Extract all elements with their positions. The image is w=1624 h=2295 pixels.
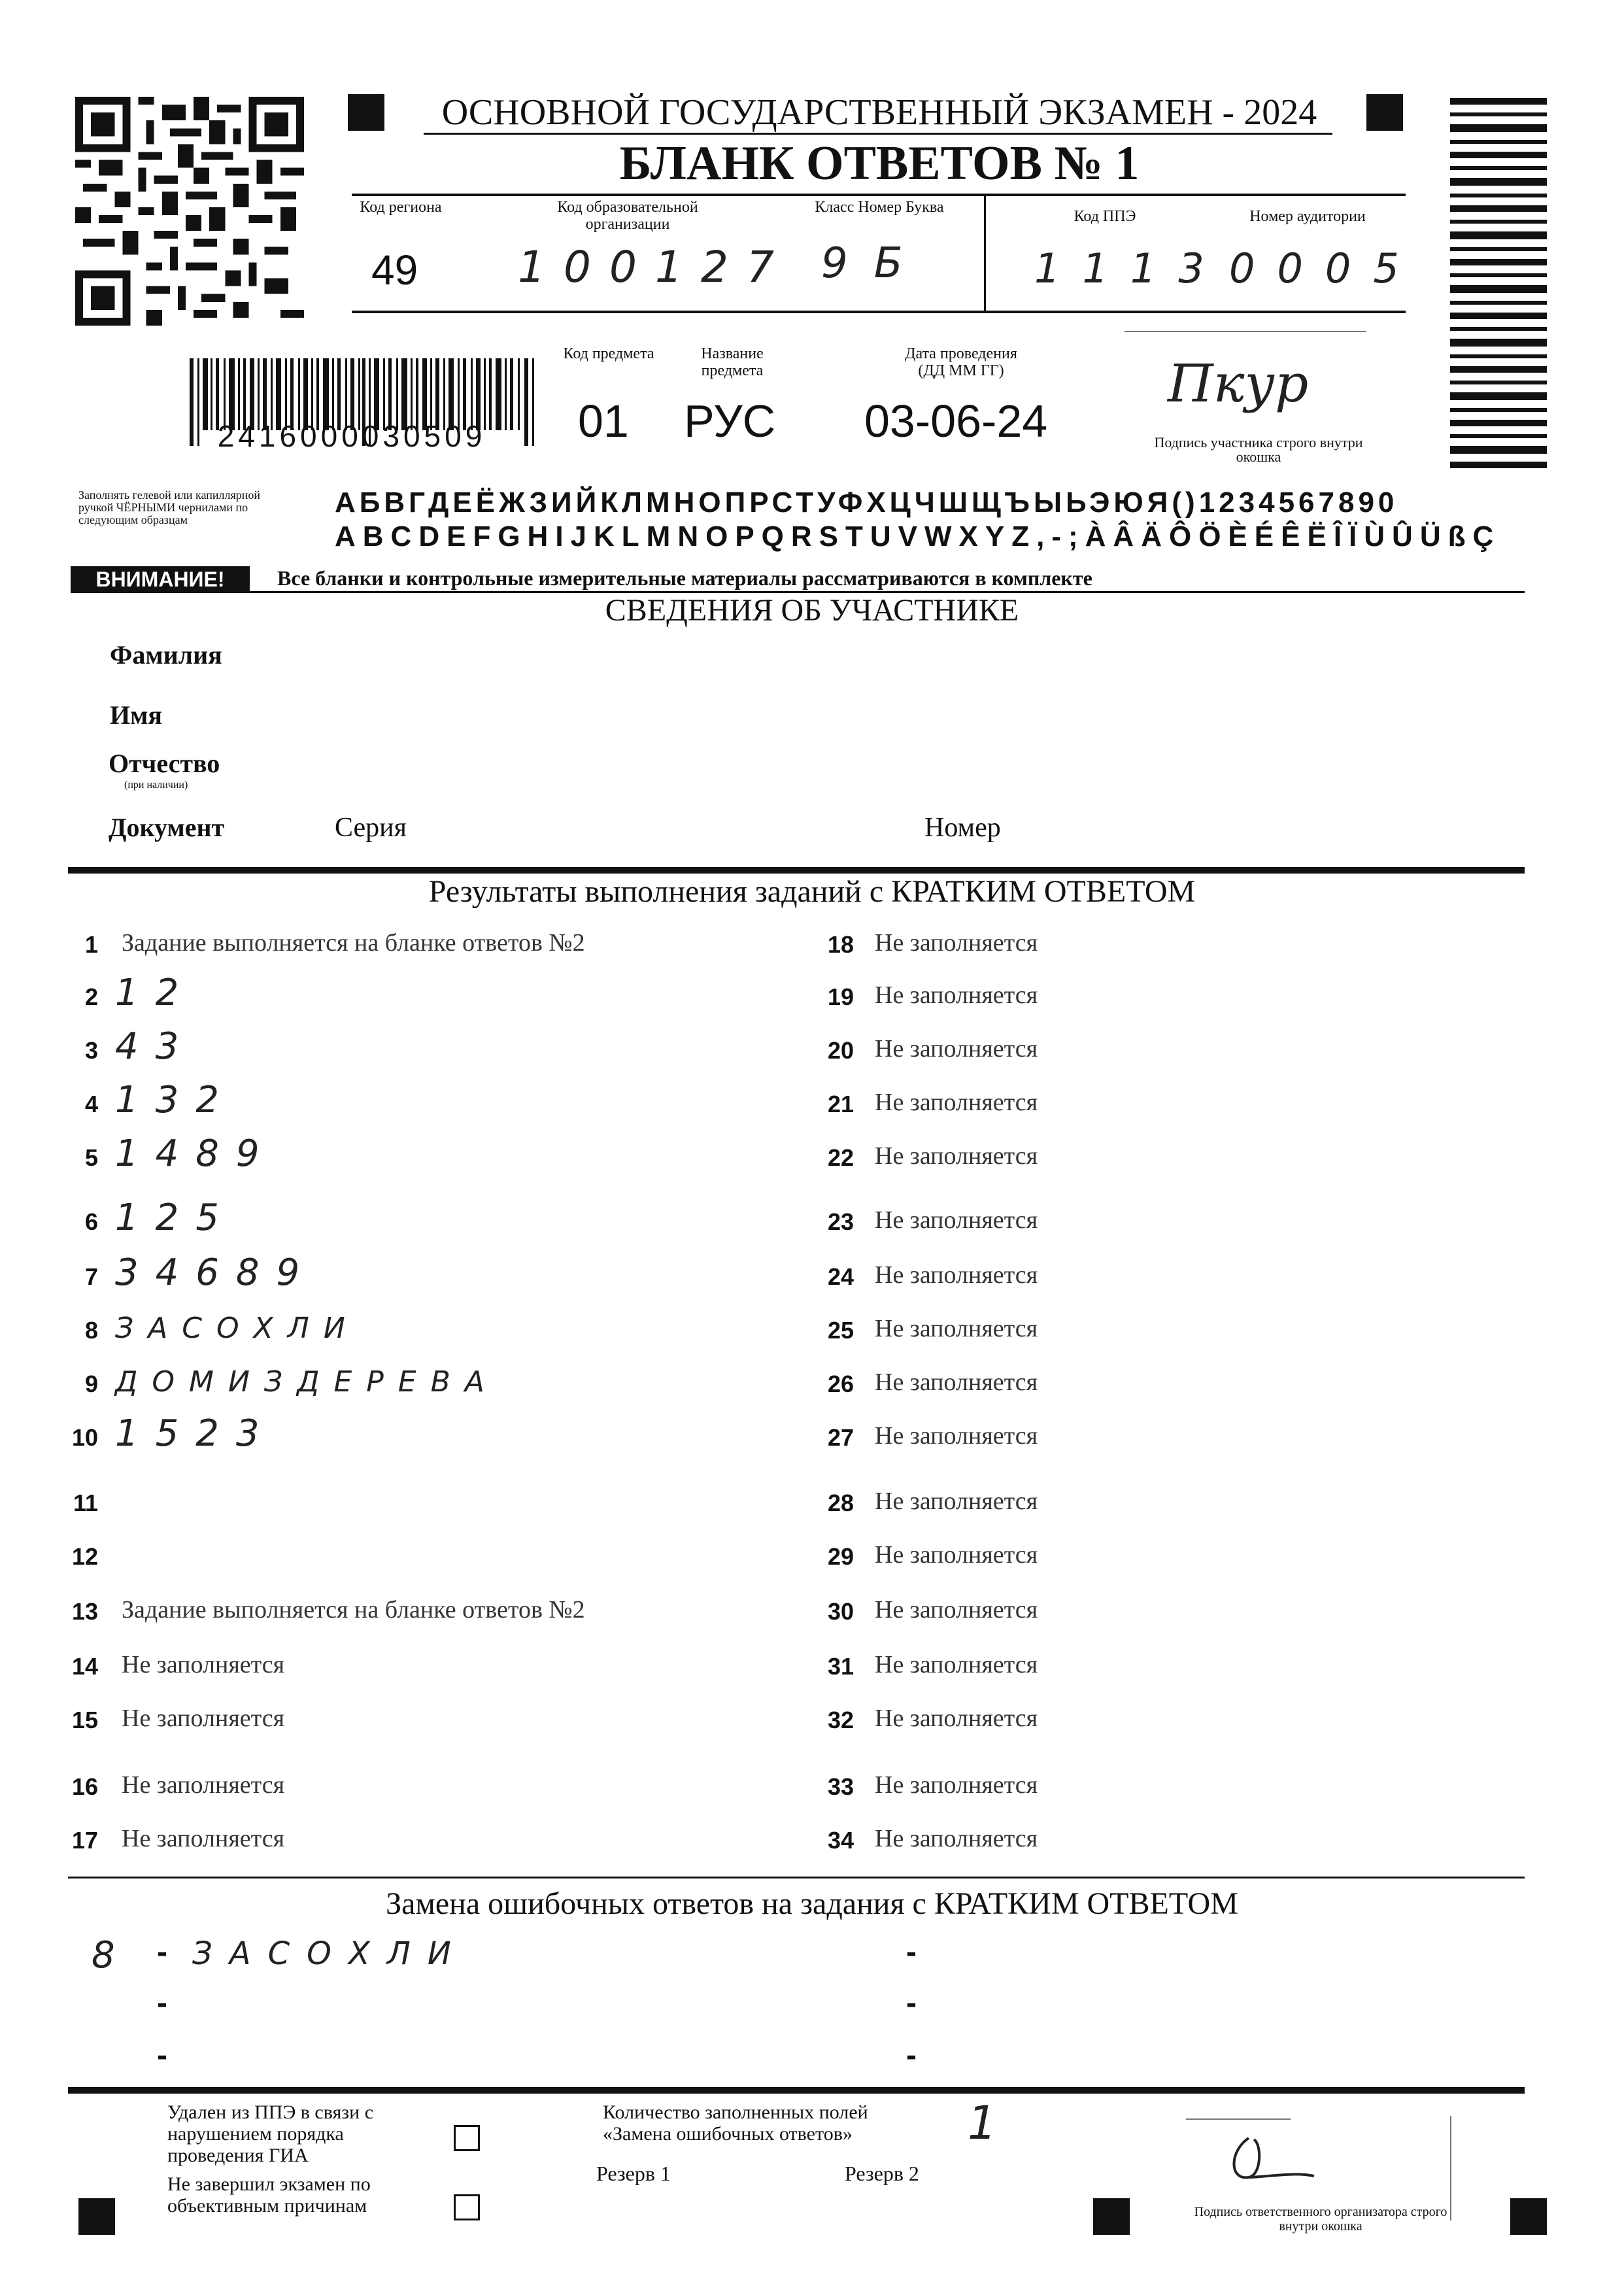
name-label: Имя bbox=[110, 700, 162, 730]
question-number: 5 bbox=[84, 1144, 98, 1171]
question-number: 9 bbox=[84, 1370, 98, 1397]
question-number: 21 bbox=[827, 1091, 854, 1117]
replacement-count-label: Количество заполненных полей «Замена ошибочных ответов» bbox=[603, 2101, 868, 2145]
question-number: 11 bbox=[73, 1489, 98, 1516]
question-number: 20 bbox=[827, 1037, 854, 1064]
exam-date-value: 03-06-24 bbox=[864, 396, 1048, 447]
subject-code-value: 01 bbox=[578, 396, 629, 447]
question-number: 28 bbox=[827, 1489, 854, 1516]
handwritten-answer: 125 bbox=[115, 1197, 236, 1239]
not-filled-note: Не заполняется bbox=[875, 981, 1038, 1009]
registration-mark bbox=[1366, 94, 1403, 131]
subject-name-value: РУС bbox=[684, 396, 776, 447]
handwritten-answer: ДОМИЗДЕРЕВА bbox=[115, 1365, 499, 1399]
not-filled-note: Не заполняется bbox=[875, 1422, 1038, 1450]
replacement-entry-number: 8 bbox=[92, 1934, 132, 1977]
replacement-dash-5: - bbox=[906, 1986, 917, 2020]
not-filled-note: Не заполняется bbox=[122, 1771, 285, 1799]
question-number: 24 bbox=[827, 1263, 854, 1290]
exam-date-label: Дата проведения bbox=[905, 345, 1017, 362]
question-number: 29 bbox=[827, 1543, 854, 1570]
not-filled-note: Не заполняется bbox=[875, 1142, 1038, 1170]
question-number: 10 bbox=[71, 1424, 98, 1451]
document-label: Документ bbox=[109, 813, 225, 842]
attention-badge: ВНИМАНИЕ! bbox=[71, 566, 250, 592]
not-filled-note: Не заполняется bbox=[875, 1705, 1038, 1732]
handwritten-answer: 43 bbox=[115, 1025, 196, 1068]
not-filled-note: Не заполняется bbox=[875, 1368, 1038, 1396]
not-filled-note: Не заполняется bbox=[875, 1488, 1038, 1515]
footer-rule-thick bbox=[68, 2087, 1525, 2094]
organizer-signature-caption: Подпись ответственного организатора строго внутри окошка bbox=[1194, 2205, 1447, 2234]
question-number: 33 bbox=[827, 1773, 854, 1800]
room-label: Номер аудитории bbox=[1249, 208, 1366, 225]
org-code-value: 100127 bbox=[518, 242, 792, 292]
removed-label: Удален из ППЭ в связи с нарушением порядка проведения ГИА bbox=[167, 2101, 374, 2166]
region-label: Код региона bbox=[360, 199, 442, 216]
question-number: 14 bbox=[71, 1653, 98, 1680]
question-number: 27 bbox=[827, 1424, 854, 1451]
question-number: 8 bbox=[84, 1317, 98, 1344]
question-number: 25 bbox=[827, 1317, 854, 1344]
region-value: 49 bbox=[371, 246, 418, 294]
question-number: 6 bbox=[84, 1208, 98, 1235]
sample-latin: ABCDEFGHIJKLMNOPQRSTUVWXYZ,-;ÀÂÄÔÖÈÉÊËÎÏÙÛÜßÇ bbox=[335, 520, 1501, 552]
not-filled-note: Не заполняется bbox=[875, 1261, 1038, 1289]
registration-mark bbox=[348, 94, 384, 131]
not-filled-note: Не заполняется bbox=[875, 1596, 1038, 1624]
number-label: Номер bbox=[924, 813, 1001, 843]
not-filled-note: Не заполняется bbox=[122, 1705, 285, 1732]
attention-text: Все бланки и контрольные измерительные материалы рассматриваются в комплекте bbox=[277, 566, 1092, 590]
barcode-number: 2416000030509 bbox=[217, 419, 486, 453]
not-filled-note: Не заполняется bbox=[875, 1771, 1038, 1799]
not-filled-note: Не заполняется bbox=[875, 1089, 1038, 1116]
side-barcode bbox=[1450, 98, 1547, 471]
question-number: 16 bbox=[71, 1773, 98, 1800]
registration-mark bbox=[1093, 2198, 1130, 2235]
surname-label: Фамилия bbox=[110, 640, 222, 670]
fill-instructions: Заполнять гелевой или капиллярной ручкой ЧЁРНЫМИ чернилами по следующим образцам bbox=[78, 488, 260, 526]
exam-date-format: (ДД ММ ГГ) bbox=[918, 362, 1004, 379]
handwritten-answer: 132 bbox=[115, 1079, 236, 1121]
registration-mark bbox=[1510, 2198, 1547, 2235]
not-filled-note: Не заполняется bbox=[875, 929, 1038, 957]
reserve-2-label: Резерв 2 bbox=[845, 2162, 919, 2185]
question-number: 2 bbox=[84, 983, 98, 1010]
results-bottom-rule bbox=[68, 1877, 1525, 1878]
not-filled-note: Не заполняется bbox=[875, 1651, 1038, 1678]
class-label: Класс Номер Буква bbox=[815, 199, 944, 216]
codes-top-rule bbox=[352, 194, 1406, 196]
organizer-signature bbox=[1223, 2125, 1321, 2194]
replacement-dash-6: - bbox=[906, 2038, 917, 2073]
reserve-1-label: Резерв 1 bbox=[596, 2162, 671, 2185]
handwritten-answer: 1523 bbox=[115, 1412, 277, 1455]
form-title: БЛАНК ОТВЕТОВ № 1 bbox=[619, 137, 1140, 190]
replacement-entry-value: ЗАСОХЛИ bbox=[192, 1935, 468, 1972]
question-number: 1 bbox=[84, 931, 98, 958]
question-number: 19 bbox=[827, 983, 854, 1010]
sample-cyrillic: АБВГДЕЁЖЗИЙКЛМНОПРСТУФХЦЧШЩЪЫЬЭЮЯ()1234567890 bbox=[335, 486, 1398, 518]
ppe-code-value: 1113 bbox=[1034, 245, 1226, 292]
question-number: 3 bbox=[84, 1037, 98, 1064]
question-number: 4 bbox=[84, 1091, 98, 1117]
exam-title: ОСНОВНОЙ ГОСУДАРСТВЕННЫЙ ЭКЗАМЕН - 2024 bbox=[441, 92, 1317, 133]
question-number: 15 bbox=[71, 1707, 98, 1733]
question-number: 31 bbox=[827, 1653, 854, 1680]
not-finished-label: Не завершил экзамен по объективным причинам bbox=[167, 2173, 371, 2217]
answer-form-2-note: Задание выполняется на бланке ответов №2 bbox=[122, 1596, 585, 1624]
answer-form-2-note: Задание выполняется на бланке ответов №2 bbox=[122, 929, 585, 957]
not-finished-checkbox[interactable] bbox=[454, 2194, 480, 2220]
not-filled-note: Не заполняется bbox=[875, 1825, 1038, 1852]
question-number: 17 bbox=[71, 1827, 98, 1854]
participant-signature: Пкур bbox=[1168, 353, 1309, 414]
organizer-signature-line bbox=[1186, 2118, 1291, 2120]
question-number: 22 bbox=[827, 1144, 854, 1171]
subject-name-label: Название предмета bbox=[701, 345, 764, 379]
removed-checkbox[interactable] bbox=[454, 2125, 480, 2151]
qr-code bbox=[73, 97, 306, 326]
handwritten-answer: 34689 bbox=[115, 1251, 317, 1294]
question-number: 32 bbox=[827, 1707, 854, 1733]
question-number: 7 bbox=[84, 1263, 98, 1290]
question-number: 23 bbox=[827, 1208, 854, 1235]
org-code-label: Код образовательной организации bbox=[557, 199, 698, 233]
results-section-title: Результаты выполнения заданий с КРАТКИМ ОТВЕТОМ bbox=[428, 874, 1196, 909]
participant-section-title: СВЕДЕНИЯ ОБ УЧАСТНИКЕ bbox=[605, 593, 1019, 628]
patronymic-note: (при наличии) bbox=[124, 779, 188, 790]
codes-bottom-rule bbox=[352, 311, 1406, 313]
question-number: 26 bbox=[827, 1370, 854, 1397]
not-filled-note: Не заполняется bbox=[875, 1035, 1038, 1062]
subject-code-label: Код предмета bbox=[563, 345, 654, 362]
not-filled-note: Не заполняется bbox=[122, 1651, 285, 1678]
signature-box-top bbox=[1125, 331, 1366, 332]
handwritten-answer: ЗАСОХЛИ bbox=[115, 1312, 360, 1345]
not-filled-note: Не заполняется bbox=[875, 1541, 1038, 1569]
question-number: 30 bbox=[827, 1598, 854, 1625]
not-filled-note: Не заполняется bbox=[122, 1825, 285, 1852]
replacement-dash-1: - bbox=[157, 1935, 167, 1969]
replacement-section-title: Замена ошибочных ответов на задания с КРАТКИМ ОТВЕТОМ bbox=[386, 1886, 1238, 1921]
room-value: 0005 bbox=[1229, 245, 1421, 292]
signature-caption: Подпись участника строго внутри окошка bbox=[1154, 434, 1363, 465]
replacement-dash-3: - bbox=[157, 2038, 167, 2073]
not-filled-note: Не заполняется bbox=[875, 1206, 1038, 1234]
patronymic-label: Отчество bbox=[109, 749, 220, 778]
handwritten-answer: 12 bbox=[115, 972, 196, 1014]
replacement-dash-4: - bbox=[906, 1935, 917, 1969]
section-rule-thick bbox=[68, 867, 1525, 874]
replacement-dash-2: - bbox=[157, 1986, 167, 2020]
question-number: 13 bbox=[71, 1598, 98, 1625]
class-value: 9Б bbox=[821, 239, 929, 288]
registration-mark bbox=[78, 2198, 115, 2235]
title-underline bbox=[424, 133, 1332, 135]
codes-divider bbox=[984, 195, 986, 313]
question-number: 34 bbox=[827, 1827, 854, 1854]
ppe-code-label: Код ППЭ bbox=[1074, 208, 1136, 225]
question-number: 18 bbox=[827, 931, 854, 958]
not-filled-note: Не заполняется bbox=[875, 1315, 1038, 1342]
question-number: 12 bbox=[71, 1543, 98, 1570]
handwritten-answer: 1489 bbox=[115, 1132, 277, 1175]
series-label: Серия bbox=[335, 813, 407, 843]
replacement-count-value: 1 bbox=[968, 2096, 997, 2150]
